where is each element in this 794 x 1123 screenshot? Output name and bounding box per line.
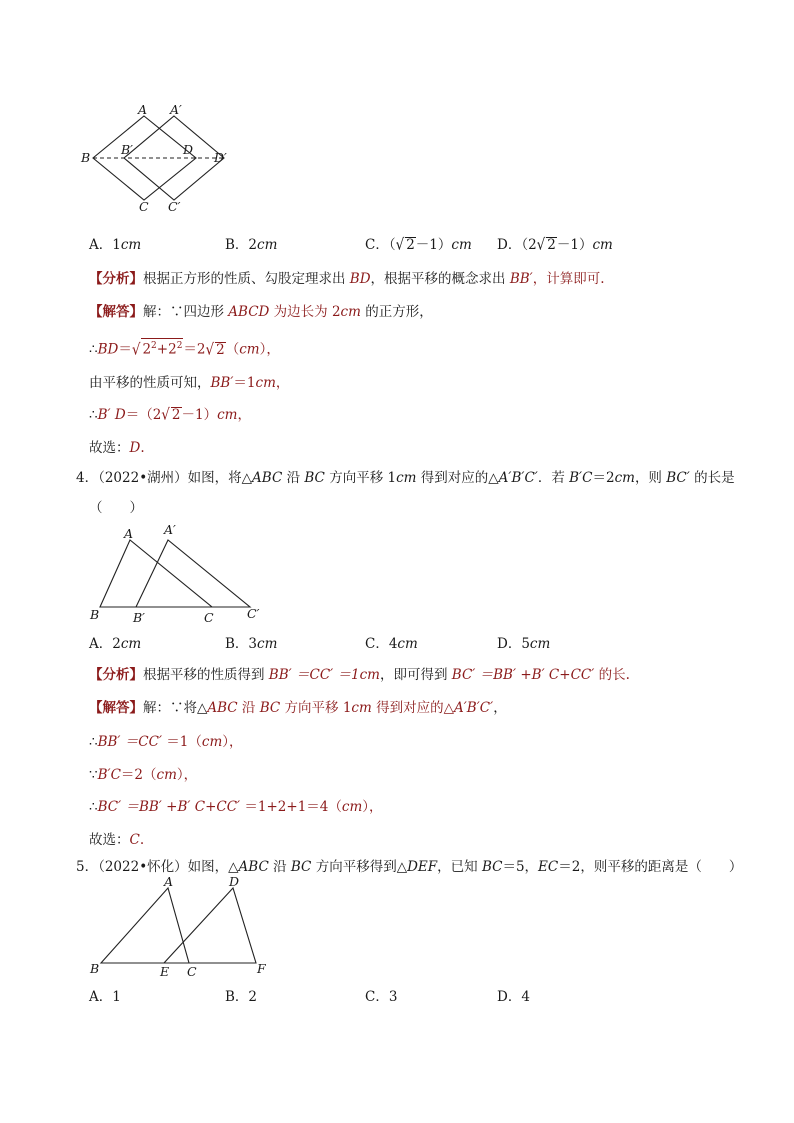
- fig5-label-A: A: [164, 874, 174, 889]
- q3-option-a: A．1cm: [89, 237, 142, 253]
- fig1-label-D: D: [183, 142, 194, 157]
- q3-choice: 故选：D.: [89, 440, 145, 456]
- fig1-label-C: C: [139, 199, 149, 214]
- q4-choice: 故选：C.: [89, 832, 145, 848]
- q4-analysis: 【分析】根据平移的性质得到 BB′ ＝CC′ ＝1cm，即可得到 BC′ ＝BB′ +B′ C+CC′ 的长.: [89, 667, 630, 683]
- q4-option-d: D．5cm: [497, 636, 551, 652]
- q3-analysis: 【分析】根据正方形的性质、勾股定理求出 BD，根据平移的概念求出 BB′，计算即可.: [89, 271, 605, 287]
- q5-option-d: D．4: [497, 989, 530, 1005]
- q4-answer-line2: ∴BB′ ＝CC′ ＝1（cm），: [89, 734, 243, 750]
- q3-option-d: D．（2√ 2－1）cm: [497, 235, 613, 255]
- fig1-label-B: B: [81, 150, 91, 165]
- q4-answer-line3: ∵B′C＝2（cm），: [89, 767, 198, 783]
- fig5-label-F: F: [257, 961, 266, 976]
- q4-option-b: B．3cm: [225, 636, 278, 652]
- fig4-label-A: A: [124, 526, 134, 541]
- q3-answer-line2: ∴BD＝√ $2^2+2^2=2√$ 2（cm），: [89, 338, 280, 359]
- triangle-abc-q5: [101, 888, 189, 963]
- q4-answer-line4: ∴BC′ ＝BB′ +B′ C+CC′ ＝1+2+1＝4（cm），: [89, 799, 383, 815]
- triangle-def-q5: [164, 888, 256, 963]
- fig4-label-B: B: [90, 607, 100, 622]
- q5-option-a: A．1: [89, 989, 121, 1005]
- q5-option-c: C．3: [365, 989, 398, 1005]
- q4-answer: 【解答】解：∵将△ABC 沿 BC 方向平移 1cm 得到对应的△A′B′C′，: [89, 700, 507, 716]
- fig1-label-A2: A′: [170, 102, 182, 117]
- fig4-label-C: C: [204, 610, 214, 625]
- q3-answer-line4: ∴B′ D＝（2√ 2－1）cm，: [89, 405, 251, 425]
- q4-paren: （ ）: [89, 500, 143, 516]
- fig1-label-C2: C′: [168, 199, 181, 214]
- fig1-label-D2: D′: [214, 150, 227, 165]
- fig5-label-D: D: [229, 874, 240, 889]
- fig4-label-A2: A′: [164, 522, 176, 537]
- q4-option-a: A．2cm: [89, 636, 142, 652]
- q4-option-c: C．4cm: [365, 636, 418, 652]
- q3-answer: 【解答】解：∵四边形 ABCD 为边长为 2cm 的正方形，: [89, 304, 433, 320]
- q4-stem: 4．（2022•湖州）如图，将△ABC 沿 BC 方向平移 1cm 得到对应的△A′B′C′．若 B′C＝2cm，则 BC′ 的长是: [76, 470, 735, 486]
- q5-stem: 5．（2022•怀化）如图，△ABC 沿 BC 方向平移得到△DEF，已知 BC＝5，EC＝2，则平移的距离是（ ）: [76, 859, 743, 875]
- q3-option-c: C．（√ 2－1）cm: [365, 235, 472, 255]
- fig1-label-B2: B′: [121, 142, 134, 157]
- q3-answer-line3: 由平移的性质可知，BB′＝1cm，: [89, 375, 290, 391]
- fig5-label-B: B: [90, 961, 100, 976]
- fig4-label-B2: B′: [133, 610, 146, 625]
- q5-option-b: B．2: [225, 989, 258, 1005]
- fig4-label-C2: C′: [247, 606, 260, 621]
- fig5-label-E: E: [160, 964, 170, 979]
- fig1-label-A: A: [138, 102, 148, 117]
- q3-option-b: B．2cm: [225, 237, 278, 253]
- fig5-label-C: C: [187, 964, 197, 979]
